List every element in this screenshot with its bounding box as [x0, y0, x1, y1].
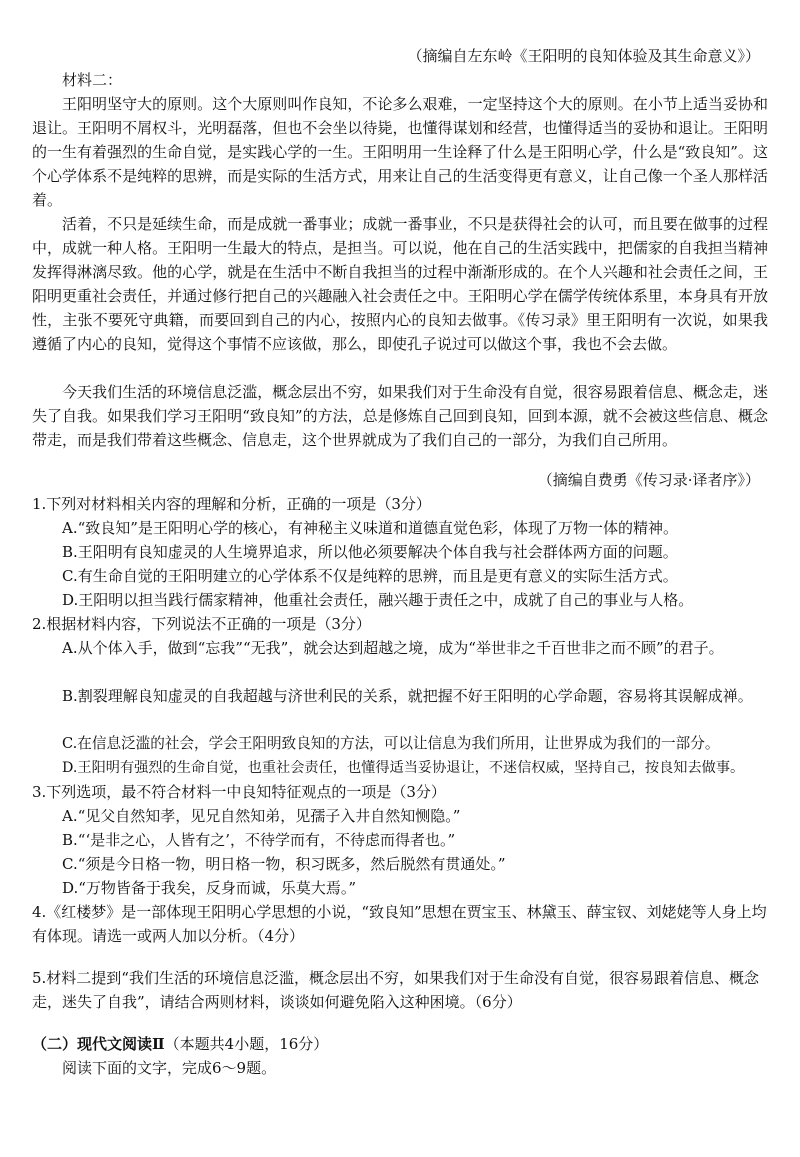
question-3-option-b: B.“‘是非之心，人皆有之’，不待学而有，不待虑而得者也。” — [62, 831, 456, 849]
question-4-stem: 4.《红楼梦》是一部体现王阳明心学思想的小说，“致良知”思想在贾宝玉、林黛玉、薛宝钗、刘姥姥等人身上均有体现。请选一或两人加以分析。（4分） — [32, 903, 767, 945]
question-3-option-c: C.“须是今日格一物，明日格一物，积习既多，然后脱然有贯通处。” — [62, 855, 506, 873]
material1-source: （摘编自左东岭《王阳明的良知体验及其生命意义》） — [407, 47, 760, 65]
section-2-instruction: 阅读下面的文字，完成6～9题。 — [62, 1059, 277, 1077]
question-1-option-a: A.“致良知”是王阳明心学的核心，有神秘主义味道和道德直觉色彩，体现了万物一体的精神。 — [62, 519, 678, 537]
section-2-heading — [32, 1032, 328, 1056]
section-2-title: （二）现代文阅读Ⅱ — [32, 1035, 165, 1053]
material2-paragraph: 活着，不只是延续生命，而是成就一番事业；成就一番事业，不只是获得社会的认可，而且要在做事的过程中，成就一种人格。王阳明一生最大的特点，是担当。可以说，他在自己的生活实践中，把儒家的自我担当精神发挥得淋漓尽致。他的心学，就是在生活中不断自我担当的过程中渐渐形成的。在个人兴趣和社会责任之间，王阳明更重社会责任，并通过修行把自己的兴趣融入社会责任之中。王阳明心学在儒学传统体系里，本身具有开放性，主张不要死守典籍，而要回到自己的内心，按照内心的良知去做事。《传习录》里王阳明有一次说，如果我遵循了内心的良知，觉得这个事情不应该做，那么，即使孔子说过可以做这个事，我也不会去做。 — [32, 215, 768, 353]
question-2-option-c: C.在信息泛滥的社会，学会王阳明致良知的方法，可以让信息为我们所用，让世界成为我们的一部分。 — [62, 735, 720, 752]
question-2-option-b: B.割裂理解良知虚灵的自我超越与济世利民的关系，就把握不好王阳明的心学命题，容易将其误解成禅。 — [62, 687, 753, 705]
material2-source: （摘编自费勇《传习录·译者序》） — [537, 471, 760, 489]
question-5-stem: 5.材料二提到“我们生活的环境信息泛滥，概念层出不穷，如果我们对于生命没有自觉，很容易跟着信息、概念走，迷失了自我”，请结合两则材料，谈谈如何避免陷入这种困境。（6分） — [32, 969, 759, 1011]
question-3-stem: 3.下列选项，最不符合材料一中良知特征观点的一项是（3分） — [32, 783, 446, 801]
material2-paragraph: 王阳明坚守大的原则。这个大原则叫作良知，不论多么艰难，一定坚持这个大的原则。在小节上适当妥协和退让。王阳明不屑权斗，光明磊落，但也不会坐以待毙，也懂得谋划和经营，也懂得适当的妥协和退让。王阳明的一生有着强烈的生命自觉，是实践心学的一生。王阳明用一生诠释了什么是王阳明心学，什么是“致良知”。这个心学体系不是纯粹的思辨，而是实际的生活方式，用来让自己的生活变得更有意义，让自己像一个圣人那样活着。 — [32, 95, 768, 209]
question-3-option-a: A.“见父自然知孝，见兄自然知弟，见孺子入井自然知恻隐。” — [62, 807, 461, 825]
question-3-option-d: D.“万物皆备于我矣，反身而诚，乐莫大焉。” — [62, 879, 357, 897]
question-2-option-d: D.王阳明有强烈的生命自觉，也重社会责任，也懂得适当妥协退让，不迷信权威，坚持自己，按良知去做事。 — [62, 760, 745, 776]
question-1-stem: 1.下列对材料相关内容的理解和分析，正确的一项是（3分） — [32, 495, 431, 513]
section-2-note: （本题共4小题，16分） — [164, 1035, 329, 1053]
question-2-option-a: A.从个体入手，做到“忘我”“无我”，就会达到超越之境，成为“举世非之千百世非之而不顾”的君子。 — [62, 639, 724, 657]
question-2-stem: 2.根据材料内容，下列说法不正确的一项是（3分） — [32, 615, 371, 633]
material2-label: 材料二： — [62, 71, 123, 89]
material2-paragraph: 今天我们生活的环境信息泛滥，概念层出不穷，如果我们对于生命没有自觉，很容易跟着信息、概念走，迷失了自我。如果我们学习王阳明“致良知”的方法，总是修炼自己回到良知，回到本源，就不会被这些信息、概念带走，而是我们带着这些概念、信息走，这个世界就成为了我们自己的一部分，为我们自己所用。 — [32, 383, 768, 449]
question-1-option-b: B.王阳明有良知虚灵的人生境界追求，所以他必须要解决个体自我与社会群体两方面的问题。 — [62, 543, 678, 561]
question-1-option-c: C.有生命自觉的王阳明建立的心学体系不仅是纯粹的思辨，而且是更有意义的实际生活方式。 — [62, 567, 678, 585]
question-1-option-d: D.王阳明以担当践行儒家精神，他重社会责任，融兴趣于责任之中，成就了自己的事业与人格。 — [62, 591, 694, 609]
